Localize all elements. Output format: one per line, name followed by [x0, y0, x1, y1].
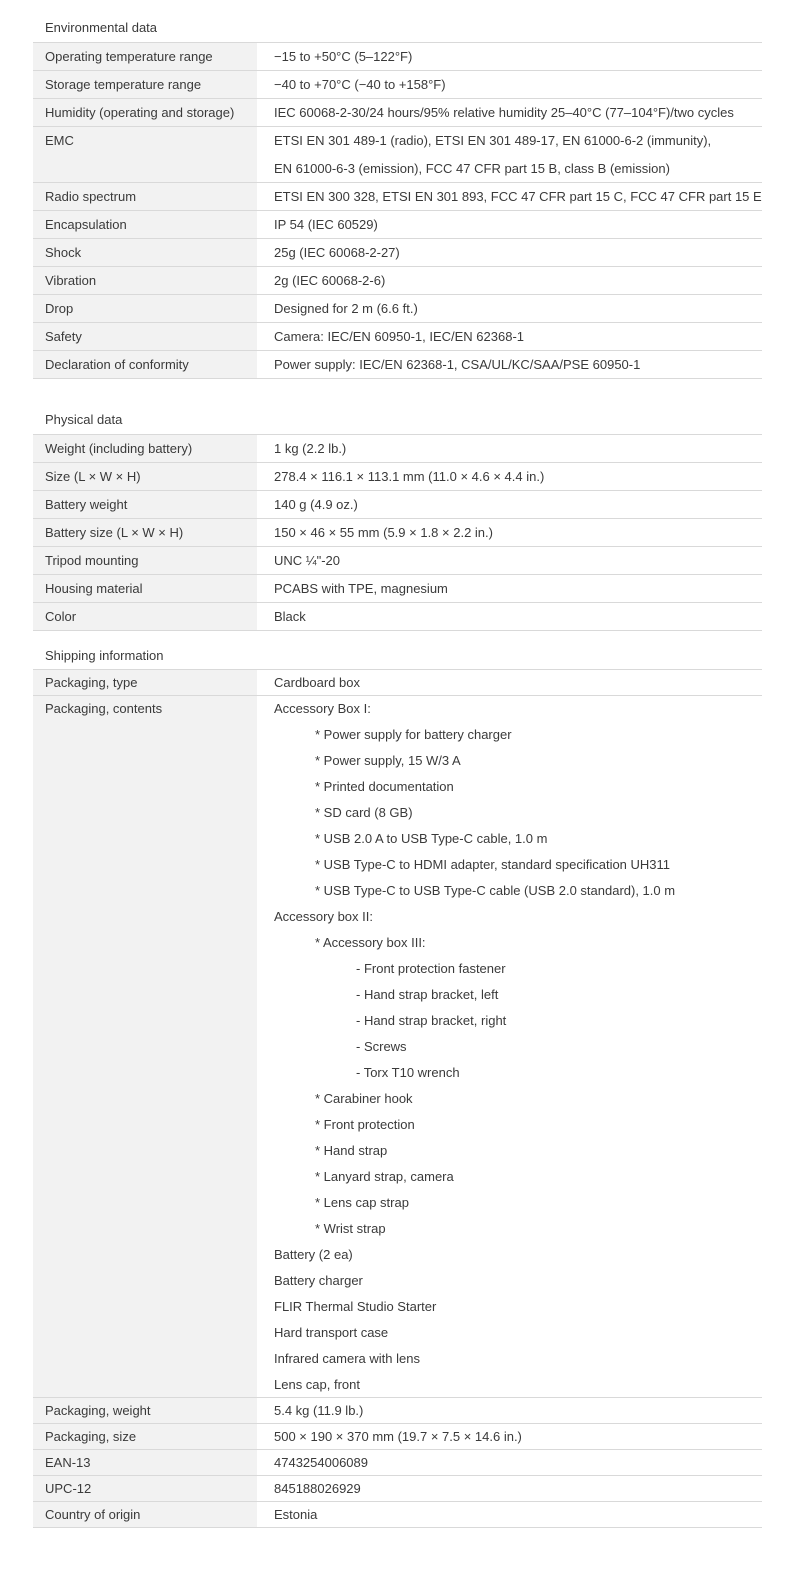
section-title: Environmental data: [45, 20, 158, 35]
spec-label: Drop: [45, 301, 74, 316]
spec-row: [33, 602, 762, 630]
table-bottom-rule: [33, 378, 762, 379]
spec-label-cell: [33, 696, 257, 1397]
spec-label: Storage temperature range: [45, 77, 202, 92]
spec-label: Housing material: [45, 581, 143, 596]
spec-value: Battery charger: [274, 1273, 363, 1288]
spec-value: FLIR Thermal Studio Starter: [274, 1299, 437, 1314]
spec-row: [33, 574, 762, 602]
spec-label: Packaging, weight: [45, 1403, 151, 1418]
spec-label-cell: [33, 1398, 257, 1423]
spec-value: 845188026929: [274, 1481, 361, 1496]
spec-value: * Lanyard strap, camera: [315, 1169, 454, 1184]
spec-label-cell: [33, 239, 257, 266]
spec-label-cell: [33, 323, 257, 350]
spec-label-cell: [33, 547, 257, 574]
spec-label-cell: [33, 211, 257, 238]
spec-value: * USB Type-C to HDMI adapter, standard specification UH311: [315, 857, 671, 872]
spec-value: Power supply: IEC/EN 62368-1, CSA/UL/KC/SAA/PSE 60950-1: [274, 357, 641, 372]
spec-label-cell: [33, 463, 257, 490]
spec-value: Accessory Box I:: [274, 701, 371, 716]
spec-value: ETSI EN 300 328, ETSI EN 301 893, FCC 47 CFR part 15 C, FCC 47 CFR part 15 E: [274, 189, 762, 204]
spec-label-cell: [33, 670, 257, 695]
spec-value: * USB 2.0 A to USB Type-C cable, 1.0 m: [315, 831, 548, 846]
spec-label-cell: [33, 519, 257, 546]
spec-label-cell: [33, 1450, 257, 1475]
spec-value: 1 kg (2.2 lb.): [274, 441, 347, 456]
spec-label: Shock: [45, 245, 82, 260]
spec-value: 500 × 190 × 370 mm (19.7 × 7.5 × 14.6 in.): [274, 1429, 522, 1444]
spec-value: Camera: IEC/EN 60950-1, IEC/EN 62368-1: [274, 329, 525, 344]
spec-value: 4743254006089: [274, 1455, 368, 1470]
spec-value: * Power supply for battery charger: [315, 727, 512, 742]
spec-label-cell: [33, 491, 257, 518]
spec-label: Vibration: [45, 273, 97, 288]
spec-label: Country of origin: [45, 1507, 141, 1522]
spec-row: [33, 42, 762, 70]
spec-label-cell: [33, 1476, 257, 1501]
spec-row: [33, 294, 762, 322]
spec-label: EMC: [45, 133, 74, 148]
spec-label: Packaging, type: [45, 675, 138, 690]
spec-value: - Hand strap bracket, right: [356, 1013, 507, 1028]
spec-value: −15 to +50°C (5–122°F): [274, 49, 413, 64]
spec-value: - Front protection fastener: [356, 961, 506, 976]
spec-label: Tripod mounting: [45, 553, 139, 568]
spec-row: [33, 322, 762, 350]
spec-value: * SD card (8 GB): [315, 805, 413, 820]
spec-value: PCABS with TPE, magnesium: [274, 581, 448, 596]
spec-label: Declaration of conformity: [45, 357, 189, 372]
spec-value: Accessory box II:: [274, 909, 373, 924]
spec-value: Estonia: [274, 1507, 318, 1522]
spec-label: Color: [45, 609, 77, 624]
spec-label: Packaging, size: [45, 1429, 137, 1444]
spec-value: 278.4 × 116.1 × 113.1 mm (11.0 × 4.6 × 4.4 in.): [274, 469, 545, 484]
spec-row: [33, 1397, 762, 1423]
spec-value: Hard transport case: [274, 1325, 389, 1340]
section-title: Physical data: [45, 412, 123, 427]
spec-value: UNC ¼"-20: [274, 553, 341, 568]
spec-row: [33, 126, 762, 182]
spec-label-cell: [33, 575, 257, 602]
spec-value: 5.4 kg (11.9 lb.): [274, 1403, 364, 1418]
spec-value: Lens cap, front: [274, 1377, 360, 1392]
spec-value: * Power supply, 15 W/3 A: [315, 753, 461, 768]
spec-label: Operating temperature range: [45, 49, 213, 64]
spec-value: 150 × 46 × 55 mm (5.9 × 1.8 × 2.2 in.): [274, 525, 493, 540]
spec-value: −40 to +70°C (−40 to +158°F): [274, 77, 446, 92]
spec-row: [33, 1449, 762, 1475]
spec-value: * Carabiner hook: [315, 1091, 413, 1106]
spec-row: [33, 266, 762, 294]
spec-value: Black: [274, 609, 306, 624]
spec-value: * Printed documentation: [315, 779, 454, 794]
spec-value: Cardboard box: [274, 675, 360, 690]
spec-row: [33, 98, 762, 126]
spec-value: IP 54 (IEC 60529): [274, 217, 378, 232]
spec-row: [33, 70, 762, 98]
spec-value: - Torx T10 wrench: [356, 1065, 460, 1080]
spec-label-cell: [33, 71, 257, 98]
spec-row: [33, 669, 762, 695]
spec-value: ETSI EN 301 489-1 (radio), ETSI EN 301 489-17, EN 61000-6-2 (immunity),: [274, 133, 712, 148]
spec-label: Battery weight: [45, 497, 128, 512]
spec-row: [33, 434, 762, 462]
spec-value: * Hand strap: [315, 1143, 388, 1158]
spec-value: * Wrist strap: [315, 1221, 386, 1236]
spec-row: [33, 546, 762, 574]
spec-label-cell: [33, 351, 257, 378]
spec-value: Infrared camera with lens: [274, 1351, 420, 1366]
spec-label-cell: [33, 435, 257, 462]
spec-row: [33, 1423, 762, 1449]
table-bottom-rule: [33, 1527, 762, 1528]
section-title: Shipping information: [45, 648, 164, 663]
spec-label: Encapsulation: [45, 217, 127, 232]
spec-row: [33, 462, 762, 490]
spec-label-cell: [33, 1502, 257, 1527]
spec-label-cell: [33, 99, 257, 126]
spec-value: 140 g (4.9 oz.): [274, 497, 358, 512]
table-bottom-rule: [33, 630, 762, 631]
spec-label-cell: [33, 1424, 257, 1449]
spec-label-cell: [33, 43, 257, 70]
spec-label: Humidity (operating and storage): [45, 105, 235, 120]
spec-row: [33, 182, 762, 210]
spec-label-cell: [33, 127, 257, 182]
spec-value: Battery (2 ea): [274, 1247, 353, 1262]
spec-row: [33, 210, 762, 238]
spec-value: Designed for 2 m (6.6 ft.): [274, 301, 418, 316]
spec-label-cell: [33, 183, 257, 210]
spec-value: * Accessory box III:: [315, 935, 426, 950]
spec-value: EN 61000-6-3 (emission), FCC 47 CFR part 15 B, class B (emission): [274, 161, 670, 176]
spec-row: [33, 350, 762, 378]
spec-value: * Lens cap strap: [315, 1195, 409, 1210]
spec-row: [33, 490, 762, 518]
spec-value: * Front protection: [315, 1117, 415, 1132]
spec-value: 2g (IEC 60068-2-6): [274, 273, 386, 288]
spec-row: [33, 695, 762, 1397]
spec-row: [33, 1475, 762, 1501]
spec-value: - Screws: [356, 1039, 407, 1054]
spec-label: Weight (including battery): [45, 441, 193, 456]
spec-row: [33, 1501, 762, 1527]
spec-label: EAN-13: [45, 1455, 91, 1470]
spec-row: [33, 238, 762, 266]
spec-label-cell: [33, 295, 257, 322]
spec-label: Packaging, contents: [45, 701, 163, 716]
spec-label: Size (L × W × H): [45, 469, 141, 484]
spec-label: Battery size (L × W × H): [45, 525, 184, 540]
spec-label: UPC-12: [45, 1481, 92, 1496]
spec-label-cell: [33, 603, 257, 630]
spec-label: Radio spectrum: [45, 189, 137, 204]
spec-label: Safety: [45, 329, 82, 344]
spec-value: * USB Type-C to USB Type-C cable (USB 2.0 standard), 1.0 m: [315, 883, 676, 898]
spec-row: [33, 518, 762, 546]
spec-value: IEC 60068-2-30/24 hours/95% relative humidity 25–40°C (77–104°F)/two cycles: [274, 105, 734, 120]
spec-value: - Hand strap bracket, left: [356, 987, 499, 1002]
spec-label-cell: [33, 267, 257, 294]
spec-value: 25g (IEC 60068-2-27): [274, 245, 400, 260]
